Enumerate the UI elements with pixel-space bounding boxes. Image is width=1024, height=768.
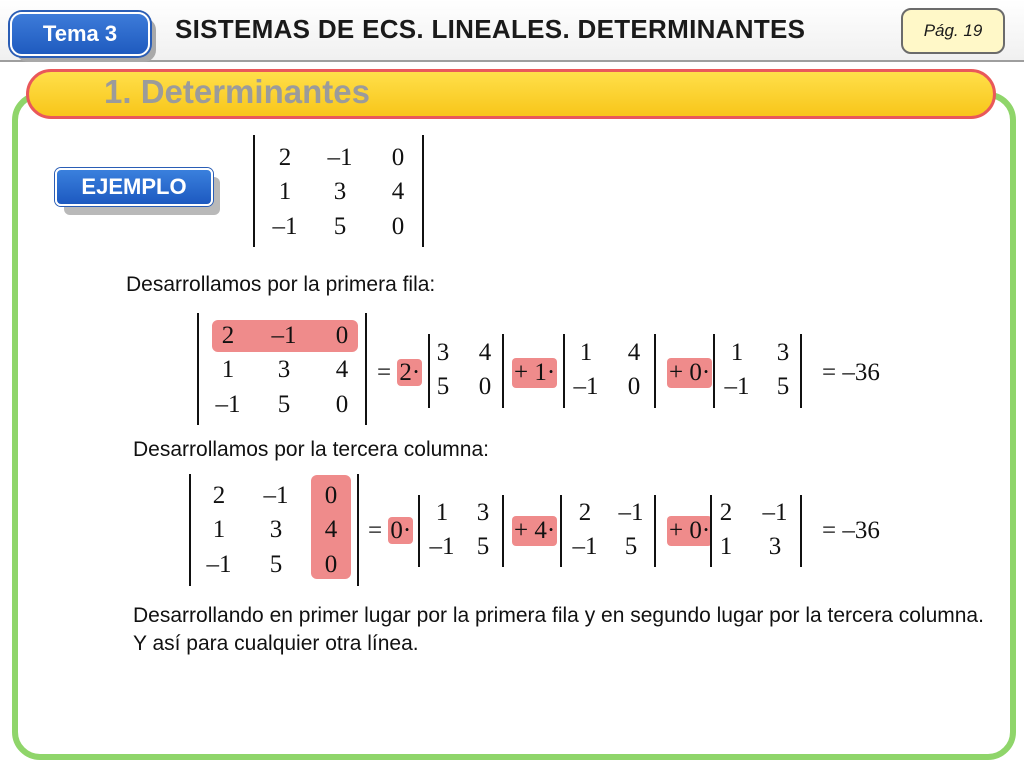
det-bar-left bbox=[189, 474, 191, 586]
term-operator: = 0· bbox=[368, 517, 412, 544]
det-cell: 2 bbox=[212, 482, 226, 509]
minor-bar-right bbox=[800, 495, 802, 567]
det-bar-left bbox=[253, 135, 255, 247]
det-cell: 0 bbox=[324, 482, 338, 509]
minor-cell: 1 bbox=[435, 499, 449, 526]
minor-cell: –1 bbox=[429, 533, 455, 560]
highlighted-coefficient: 2· bbox=[399, 359, 421, 386]
minor-cell: 5 bbox=[624, 533, 638, 560]
minor-cell: 3 bbox=[476, 499, 490, 526]
det-bar-right bbox=[365, 313, 367, 425]
highlighted-coefficient: + 4· bbox=[514, 517, 556, 544]
minor-cell: 0 bbox=[627, 373, 641, 400]
det-cell: 5 bbox=[333, 213, 347, 240]
det-cell: –1 bbox=[263, 482, 289, 509]
det-cell: 5 bbox=[269, 551, 283, 578]
section-title: 1. Determinantes bbox=[104, 73, 370, 110]
highlighted-coefficient: + 1· bbox=[514, 359, 556, 386]
det-cell: 4 bbox=[335, 356, 349, 383]
minor-cell: 5 bbox=[476, 533, 490, 560]
minor-cell: –1 bbox=[573, 373, 599, 400]
minor-cell: 1 bbox=[579, 339, 593, 366]
conclusion-paragraph: Desarrollando en primer lugar por la primera fila y en segundo lugar por la tercera columna. Y así para cualquier otra línea. bbox=[133, 604, 984, 655]
minor-cell: 2 bbox=[719, 499, 733, 526]
minor-cell: 1 bbox=[730, 339, 744, 366]
det-cell: 0 bbox=[391, 144, 405, 171]
chapter-title: SISTEMAS DE ECS. LINEALES. DETERMINANTES bbox=[175, 14, 806, 44]
minor-cell: –1 bbox=[618, 499, 644, 526]
det-cell: –1 bbox=[327, 144, 353, 171]
det-cell: 0 bbox=[335, 322, 349, 349]
det-cell: –1 bbox=[215, 391, 241, 418]
page-number-badge: Pág. 19 bbox=[901, 8, 1005, 54]
minor-cell: –1 bbox=[572, 533, 598, 560]
det-cell: 4 bbox=[324, 516, 338, 543]
det-cell: 1 bbox=[221, 356, 235, 383]
minor-cell: 4 bbox=[627, 339, 641, 366]
det-cell: 3 bbox=[277, 356, 291, 383]
column-expansion-caption: Desarrollamos por la tercera columna: bbox=[133, 438, 489, 461]
minor-cell: 3 bbox=[436, 339, 450, 366]
det-cell: 3 bbox=[333, 178, 347, 205]
det-cell: 1 bbox=[212, 516, 226, 543]
det-cell: 5 bbox=[277, 391, 291, 418]
det-cell: –1 bbox=[272, 213, 298, 240]
minor-cell: 1 bbox=[719, 533, 733, 560]
det-cell: 0 bbox=[391, 213, 405, 240]
det-bar-right bbox=[357, 474, 359, 586]
minor-cell: 5 bbox=[776, 373, 790, 400]
column-expansion-result: = –36 bbox=[822, 517, 880, 544]
minor-cell: 3 bbox=[776, 339, 790, 366]
minor-cell: 0 bbox=[478, 373, 492, 400]
minor-cell: 2 bbox=[578, 499, 592, 526]
highlighted-coefficient: 0· bbox=[390, 517, 412, 544]
det-cell: 0 bbox=[335, 391, 349, 418]
minor-bar-left bbox=[560, 495, 562, 567]
det-cell: –1 bbox=[271, 322, 297, 349]
det-cell: –1 bbox=[206, 551, 232, 578]
det-cell: 2 bbox=[221, 322, 235, 349]
minor-bar-right bbox=[654, 495, 656, 567]
det-cell: 4 bbox=[391, 178, 405, 205]
minor-cell: –1 bbox=[724, 373, 750, 400]
minor-cell: –1 bbox=[762, 499, 788, 526]
row-expansion-result: = –36 bbox=[822, 359, 880, 386]
det-cell: 0 bbox=[324, 551, 338, 578]
minor-cell: 3 bbox=[768, 533, 782, 560]
row-expansion-caption: Desarrollamos por la primera fila: bbox=[126, 273, 436, 296]
example-badge: EJEMPLO bbox=[55, 168, 213, 206]
minor-cell: 4 bbox=[478, 339, 492, 366]
tema-badge: Tema 3 bbox=[10, 12, 150, 56]
term-operator: = 2· bbox=[377, 359, 421, 386]
det-bar-left bbox=[197, 313, 199, 425]
det-cell: 1 bbox=[278, 178, 292, 205]
det-bar-right bbox=[422, 135, 424, 247]
highlighted-coefficient: + 0· bbox=[669, 517, 711, 544]
det-cell: 3 bbox=[269, 516, 283, 543]
header-bar bbox=[0, 0, 1024, 62]
highlighted-coefficient: + 0· bbox=[669, 359, 711, 386]
det-cell: 2 bbox=[278, 144, 292, 171]
minor-cell: 5 bbox=[436, 373, 450, 400]
